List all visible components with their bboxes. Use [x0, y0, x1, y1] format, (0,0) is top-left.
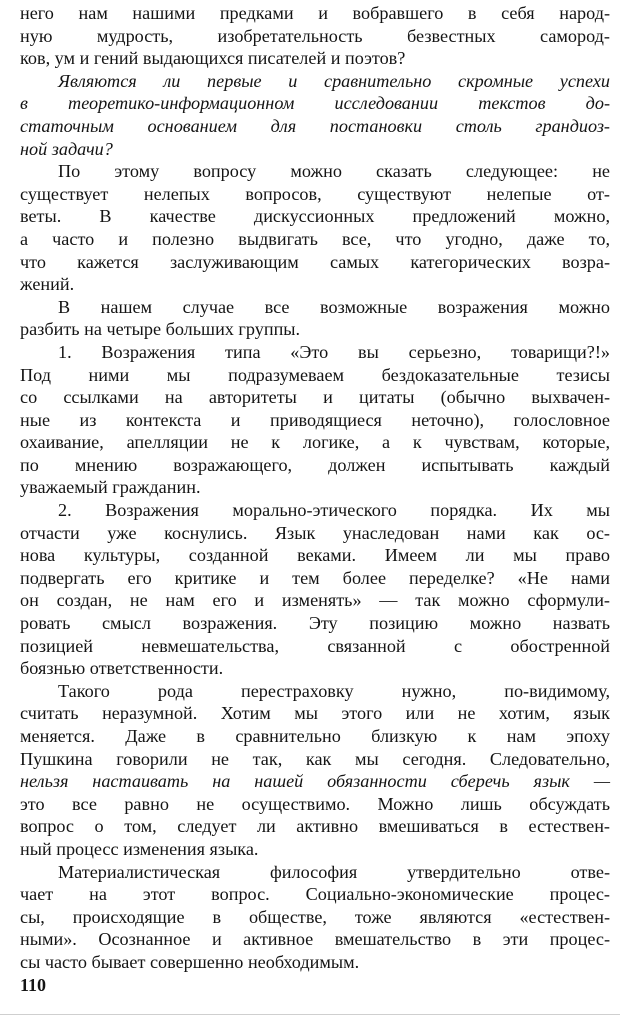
text-line: ный процесс изменения языка. [20, 838, 259, 859]
text-line: нельзя настаивать на нашей обязанности сберечь язык — [20, 771, 610, 792]
text-line: подвергать его критике и тем более переделке? «Не нами [20, 567, 610, 588]
text-line: вопрос о том, следует ли активно вмешиваться в естествен- [20, 816, 610, 837]
text-line: меняется. Даже в сравнительно близкую к нам эпоху [20, 726, 610, 746]
paragraph-3 [20, 160, 610, 296]
paragraph-4 [20, 296, 610, 341]
text-line: боязнью ответственности. [20, 658, 224, 679]
text-line: В нашем случае все возможные возражения можно [58, 296, 610, 317]
paragraph-5 [20, 341, 610, 499]
text-line: существует нелепых вопросов, существуют нелепые от- [20, 183, 610, 204]
text-line: считать неразумной. Хотим мы этого или не хотим, язык [20, 703, 610, 724]
paragraph-7 [20, 680, 610, 861]
text-line: ровать смысл возражения. Эту позицию можно назвать [20, 613, 610, 634]
text-line: Материалистическая философия утвердительно отве- [58, 861, 610, 882]
text-line: Под ними мы подразумеваем бездоказательные тезисы [20, 364, 610, 385]
text-line: это все равно не осуществимо. Можно лишь обсуждать [20, 793, 610, 814]
text-line: ную мудрость, изобретательность безвестных самород- [20, 25, 610, 46]
paragraph-1 [20, 2, 610, 70]
text-line: 1. Возражения типа «Это вы серьезно, товарищи?!» [58, 341, 610, 362]
text-line: 2. Возражения морально-этического порядка. Их мы [58, 500, 610, 521]
text-line: по мнению возражающего, должен испытывать каждый [20, 454, 610, 475]
text-line: ной задачи? [20, 138, 113, 159]
text-line: жений. [20, 274, 75, 295]
text-line: сы часто бывает совершенно необходимым. [20, 951, 360, 972]
text-line: охаивание, апелляции не к логике, а к чувствам, которые, [20, 432, 610, 453]
text-line: Пушкина говорили не так, как мы сегодня. Следовательно, [20, 748, 610, 769]
text-line: что кажется заслуживающим самых категорических возра- [20, 251, 610, 272]
text-line: статочным основанием для постановки столь грандиоз- [20, 115, 610, 136]
text-line: а часто и полезно выдвигать все, что угодно, даже то, [20, 228, 610, 249]
text-line: По этому вопросу можно сказать следующее: не [58, 161, 610, 182]
text-line: разбить на четыре больших группы. [20, 319, 301, 340]
page-bottom-rule [0, 1014, 620, 1015]
text-line: него нам нашими предками и вобравшего в себя народ- [20, 3, 610, 23]
paragraph-8 [20, 861, 610, 974]
text-line: уважаемый гражданин. [20, 477, 201, 498]
text-line: Такого рода перестраховку нужно, по-видимому, [58, 680, 610, 701]
text-line: ков, ум и гений выдающихся писателей и поэтов? [20, 48, 406, 69]
text-line: чает на этот вопрос. Социально-экономические процес- [20, 884, 610, 905]
text-line: ные из контекста и приводящиеся неточно), голословное [20, 409, 610, 430]
text-line: сы, происходящие в обществе, тоже являются «естествен- [20, 906, 610, 927]
text-line: со ссылками на авторитеты и цитаты (обычно выхвачен- [20, 387, 610, 408]
text-line: Являются ли первые и сравнительно скромные успехи [58, 70, 610, 91]
paragraph-6 [20, 499, 610, 680]
text-line: в теоретико-информационном исследовании текстов до- [20, 93, 610, 114]
text-line: веты. В качестве дискуссионных предложений можно, [20, 206, 610, 227]
text-line: позицией невмешательства, связанной с обостренной [20, 635, 610, 656]
text-line: он создан, не нам его и изменять» — так можно сформули- [20, 590, 610, 611]
text-line: ными». Осознанное и активное вмешательство в эти процес- [20, 929, 610, 950]
text-line: нова культуры, созданной веками. Имеем ли мы право [20, 545, 610, 566]
page-number: 110 [20, 975, 47, 995]
text-line: отчасти уже коснулись. Язык унаследован нами как ос- [20, 522, 610, 543]
paragraph-2 [20, 70, 610, 160]
